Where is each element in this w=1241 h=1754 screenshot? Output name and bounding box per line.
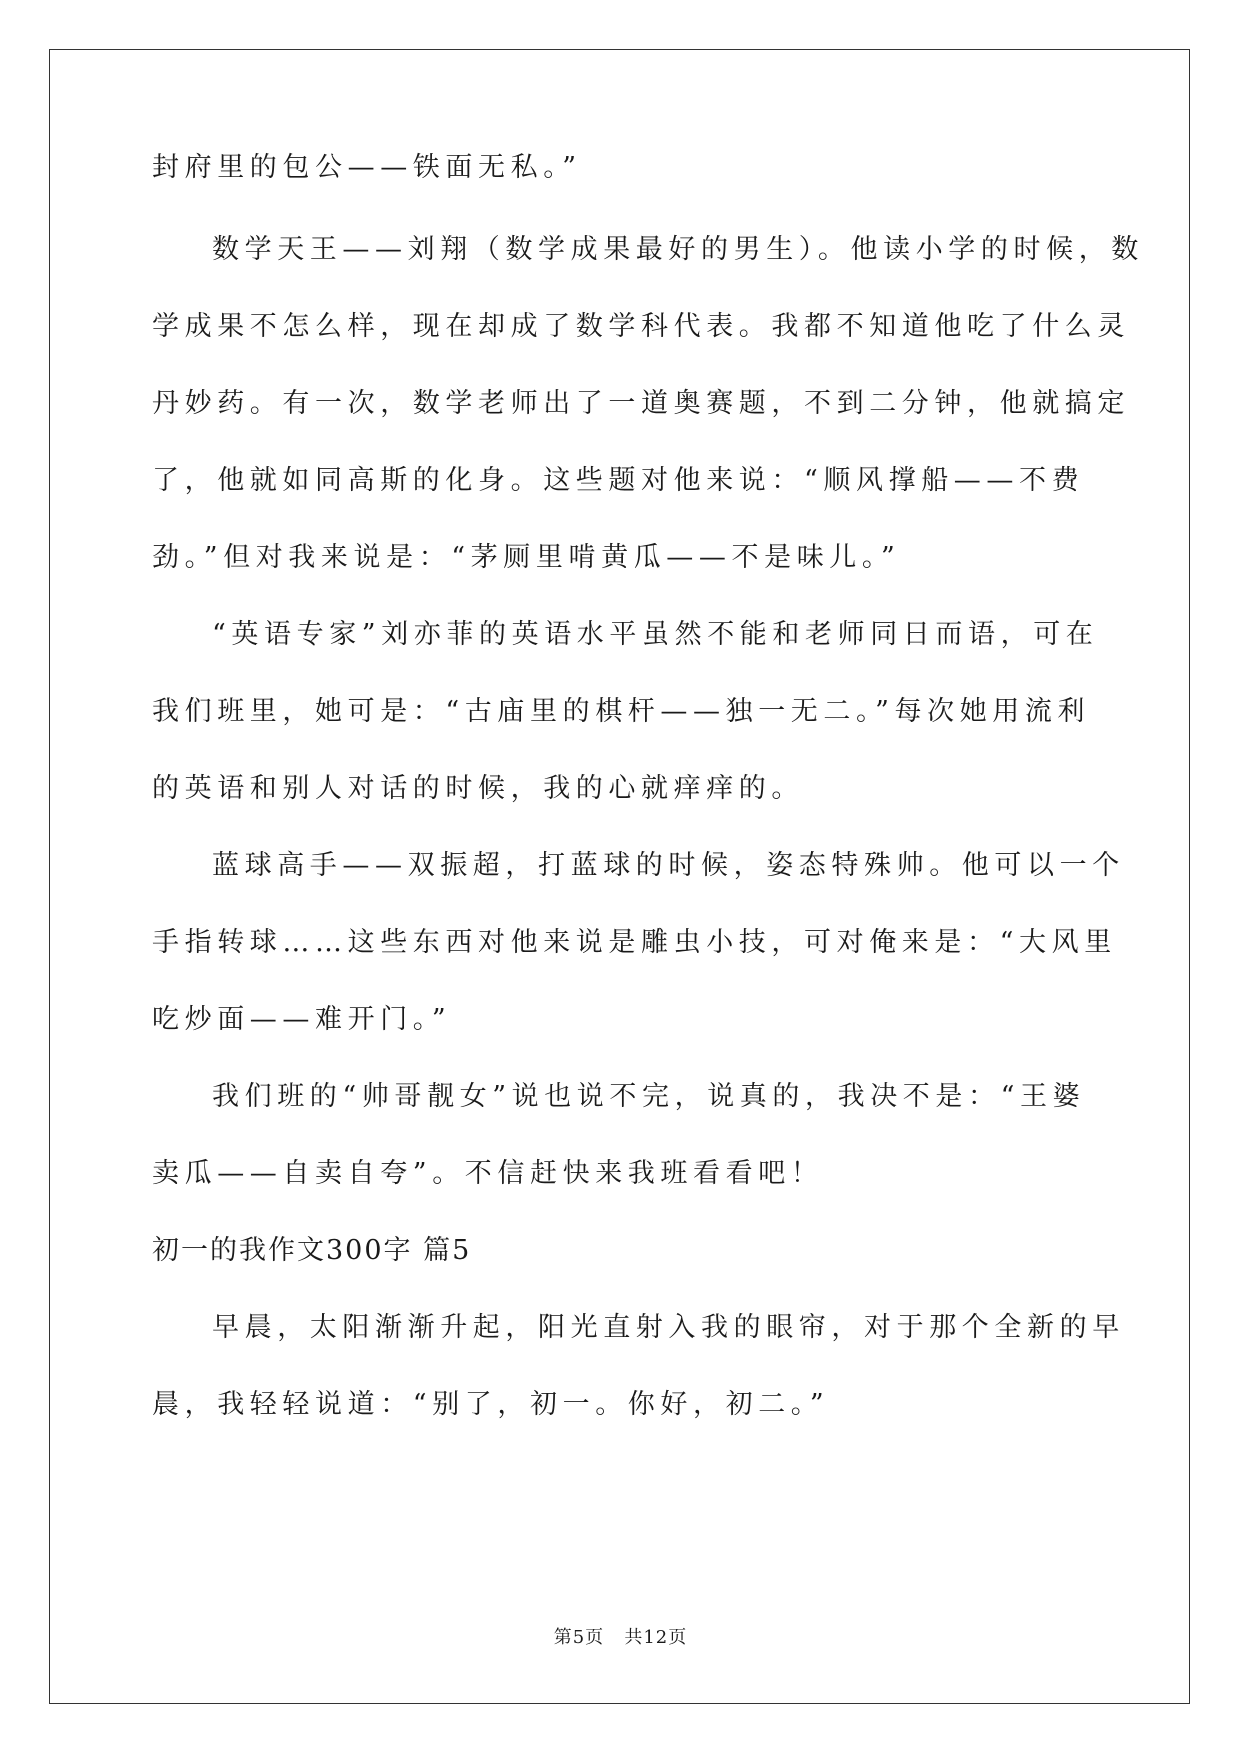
paragraph-first-line: 数学天王——刘翔（数学成果最好的男生）。他读小学的时候，数 xyxy=(212,234,1144,265)
paragraph-first-line: 我们班的“帅哥靓女”说也说不完，说真的，我决不是：“王婆 xyxy=(212,1081,1086,1112)
text-line: 了，他就如同高斯的化身。这些题对他来说：“顺风撑船——不费 xyxy=(152,465,1085,496)
text-line: 丹妙药。有一次，数学老师出了一道奥赛题，不到二分钟，他就搞定 xyxy=(152,388,1130,419)
section-heading: 初一的我作文300字 篇5 xyxy=(152,1235,472,1266)
text-line: 卖瓜——自卖自夸”。不信赶快来我班看看吧！ xyxy=(152,1158,824,1189)
text-line: 封府里的包公——铁面无私。” xyxy=(152,152,582,183)
text-line: 手指转球……这些东西对他来说是雕虫小技，可对俺来是：“大风里 xyxy=(152,927,1117,958)
text-line: 劲。”但对我来说是：“茅厕里啃黄瓜——不是味儿。” xyxy=(152,542,901,573)
paragraph-first-line: 蓝球高手——双振超，打蓝球的时候，姿态特殊帅。他可以一个 xyxy=(212,850,1125,881)
paragraph-first-line: “英语专家”刘亦菲的英语水平虽然不能和老师同日而语，可在 xyxy=(212,619,1099,650)
text-line: 吃炒面——难开门。” xyxy=(152,1004,452,1035)
text-line: 的英语和别人对话的时候，我的心就痒痒的。 xyxy=(152,773,804,804)
text-line: 我们班里，她可是：“古庙里的棋杆——独一无二。”每次她用流利 xyxy=(152,696,1091,727)
text-line: 晨，我轻轻说道：“别了，初一。你好，初二。” xyxy=(152,1389,830,1420)
text-line: 学成果不怎么样，现在却成了数学科代表。我都不知道他吃了什么灵 xyxy=(152,311,1130,342)
page-number: 第5页 共12页 xyxy=(553,1627,688,1648)
paragraph-first-line: 早晨，太阳渐渐升起，阳光直射入我的眼帘，对于那个全新的早 xyxy=(212,1312,1125,1343)
